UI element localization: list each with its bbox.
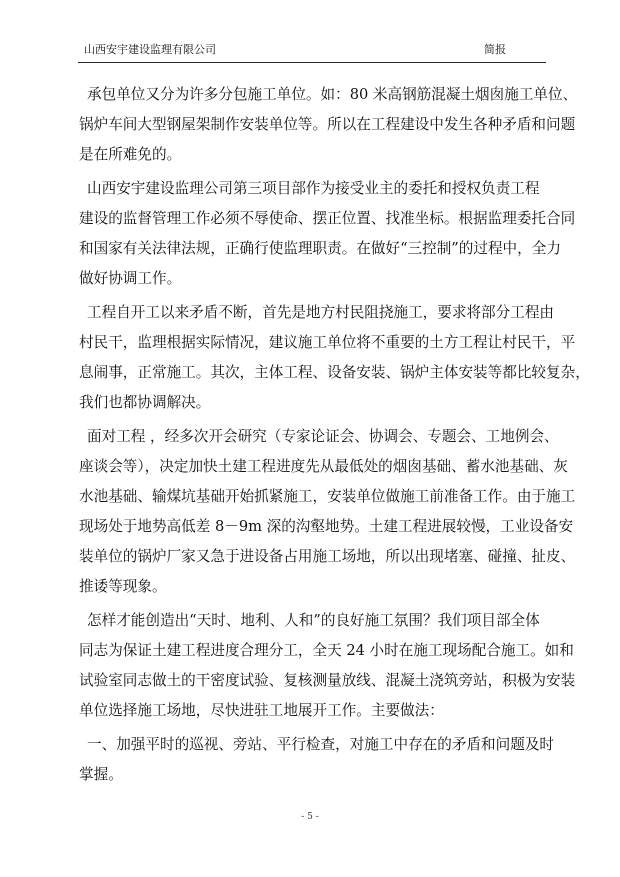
paragraph-1 <box>79 80 578 170</box>
paragraph-6 <box>79 730 555 790</box>
paragraph-line: 装单位的锅炉厂家又急于进设备占用施工场地，所以出现堵塞、碰撞、扯皮、 <box>79 548 576 565</box>
paragraph-line: 做好协调工作。 <box>79 270 182 287</box>
paragraph-3 <box>79 298 590 418</box>
page-header <box>78 40 546 63</box>
paragraph-line: 水池基础、输煤坑基础开始抓紧施工，安装单位做施工前准备工作。由于施工 <box>79 488 576 505</box>
paragraph-line: 村民干，监理根据实际情况，建议施工单位将不重要的土方工程让村民干，平 <box>79 334 576 351</box>
paragraph-line: 试验室同志做土的干密度试验、复核测量放线、混凝土浇筑旁站，积极为安装 <box>79 672 576 689</box>
paragraph-line: 锅炉车间大型钢屋架制作安装单位等。所以在工程建设中发生各种矛盾和问题 <box>79 116 576 133</box>
paragraph-line: 推诿等现象。 <box>79 578 167 595</box>
paragraph-line: 同志为保证土建工程进度合理分工，全天 24 小时在施工现场配合施工。如和 <box>79 642 574 659</box>
page-number: - 5 - <box>301 812 319 822</box>
paragraph-line: 一、加强平时的巡视、旁站、平行检查，对施工中存在的矛盾和问题及时 <box>87 736 555 753</box>
paragraph-line: 我们也都协调解决。 <box>79 394 211 411</box>
paragraph-line: 息闹事，正常施工。其次，主体工程、设备安装、锅炉主体安装等都比较复杂， <box>79 364 590 381</box>
paragraph-line: 是在所难免的。 <box>79 146 182 163</box>
paragraph-line: 承包单位又分为许多分包施工单位。如：80 米高钢筋混凝土烟囱施工单位、 <box>87 86 578 103</box>
paragraph-2 <box>79 174 576 294</box>
paragraph-line: 单位选择施工场地，尽快进驻工地展开工作。主要做法： <box>79 702 444 719</box>
paragraph-line: 建设的监督管理工作必须不辱使命、摆正位置、找准坐标。根据监理委托合同 <box>79 210 576 227</box>
paragraph-line: 座谈会等），决定加快土建工程进度先从最低处的烟囱基础、蓄水池基础、灰 <box>79 458 568 475</box>
header-company-name: 山西安宇建设监理有限公司 <box>84 43 216 56</box>
paragraph-line: 怎样才能创造出“天时、地利、人和”的良好施工氛围？我们项目部全体 <box>87 612 540 629</box>
paragraph-line: 工程自开工以来矛盾不断，首先是地方村民阻挠施工，要求将部分工程由 <box>87 304 555 321</box>
paragraph-4 <box>79 422 576 602</box>
paragraph-line: 山西安宇建设监理公司第三项目部作为接受业主的委托和授权负责工程 <box>87 180 540 197</box>
paragraph-line: 和国家有关法律法规，正确行使监理职责。在做好“三控制”的过程中，全力 <box>79 240 561 257</box>
document-body <box>79 80 590 794</box>
paragraph-5 <box>79 606 576 726</box>
paragraph-line: 掌握。 <box>79 766 123 783</box>
paragraph-line: 面对工程 ，经多次开会研究（专家论证会、协调会、专题会、工地例会、 <box>87 428 559 445</box>
header-doc-type: 简报 <box>484 43 506 56</box>
paragraph-line: 现场处于地势高低差 8－9m 深的沟壑地势。土建工程进展较慢，工业设备安 <box>79 518 574 535</box>
